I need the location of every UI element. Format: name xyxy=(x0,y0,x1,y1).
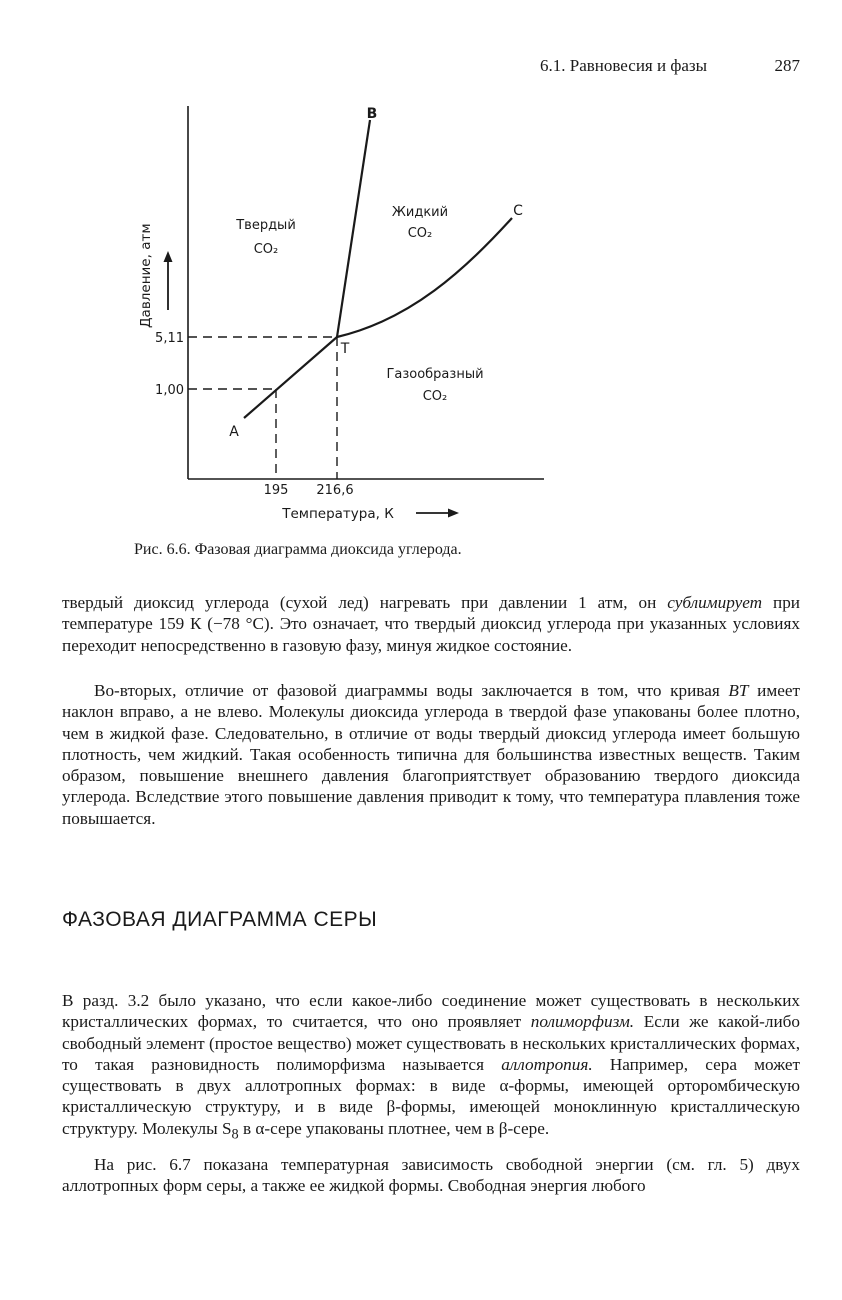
point-label-t: T xyxy=(340,341,350,357)
section-body xyxy=(62,990,800,1196)
region-gas-name: Газообразный xyxy=(386,367,484,382)
term-sublimates: сублимирует xyxy=(667,593,763,612)
y-axis-arrow-head xyxy=(164,251,173,262)
x-tick-2166: 216,6 xyxy=(316,483,354,498)
point-label-a: A xyxy=(229,424,239,440)
region-liquid-name: Жидкий xyxy=(391,205,449,220)
paragraph-1: твердый диоксид углерода (сухой лед) нагревать при давлении 1 атм, он сублимирует при температуре 159 К (−78 °С). Это означает, что твердый диоксид углерода при указанных условиях переходит непосредственно в газовую фазу, минуя жидкое состояние. xyxy=(62,593,800,655)
point-label-c: C xyxy=(513,203,523,219)
x-tick-195: 195 xyxy=(263,483,289,498)
y-tick-511: 5,11 xyxy=(155,331,184,346)
region-solid-name: Твердый xyxy=(236,218,296,233)
curve-at xyxy=(244,337,337,418)
region-liquid-formula: CO₂ xyxy=(407,226,433,241)
x-axis-label: Температура, К xyxy=(282,506,394,522)
y-axis-label: Давление, атм xyxy=(138,223,154,328)
running-head xyxy=(540,56,800,76)
page-number: 287 xyxy=(774,56,800,75)
term-allotropy: аллотропия. xyxy=(501,1054,593,1074)
region-solid-formula: CO₂ xyxy=(253,242,279,257)
paragraph-4: На рис. 6.7 показана температурная зависимость свободной энергии (см. гл. 5) двух аллотропных форм серы, а также ее жидкой формы. Свободная энергия любого xyxy=(62,1154,800,1195)
paragraph-3: В разд. 3.2 было указано, что если какое-либо соединение может существовать в нескольких кристаллических формах, то считается, что оно проявляет полиморфизм. Если же какой-либо свободный элемент (простое вещество) может существовать в нескольких кристаллических формах, то такая разновидность полиморфизма называется аллотропия. Например, сера может существовать в двух аллотропных формах: в виде α-формы, имеющей орторомбическую кристаллическую структуру, и в виде β-формы, имеющей моноклинную кристаллическую структуру. Молекулы $S_8$ в α-сере упакованы плотнее, чем в β-сере. xyxy=(62,991,800,1143)
x-axis-arrow-head xyxy=(448,509,459,518)
curve-tb xyxy=(337,120,370,337)
figure-caption: Рис. 6.6. Фазовая диаграмма диоксида углерода. xyxy=(134,541,462,558)
region-gas-formula: CO₂ xyxy=(422,389,448,404)
paragraph-2: Во-вторых, отличие от фазовой диаграммы воды заключается в том, что кривая BT имеет наклон вправо, а не влево. Молекулы диоксида углерода в твердой фазе упакованы более плотно, чем в жидкой фазе. Следовательно, в отличие от воды твердый диоксид углерода имеет большую плотность, чем жидкий. Такая особенность типична для большинства известных веществ. Таким образом, повышение внешнего давления благоприятствует образованию твердого диоксида углерода. Вследствие этого повышение давления приводит к тому, что температура плавления тоже повышается. xyxy=(62,681,801,828)
y-tick-100: 1,00 xyxy=(155,383,184,398)
term-polymorphism: полиморфизм. xyxy=(530,1012,635,1032)
co2-phase-diagram xyxy=(120,100,560,530)
running-head-section: 6.1. Равновесия и фазы xyxy=(540,56,708,75)
section-title: ФАЗОВАЯ ДИАГРАММА СЕРЫ xyxy=(62,908,378,931)
subscript-8: 8 xyxy=(231,1126,239,1143)
term-bt: BT xyxy=(728,681,749,700)
point-label-b: B xyxy=(366,106,378,122)
